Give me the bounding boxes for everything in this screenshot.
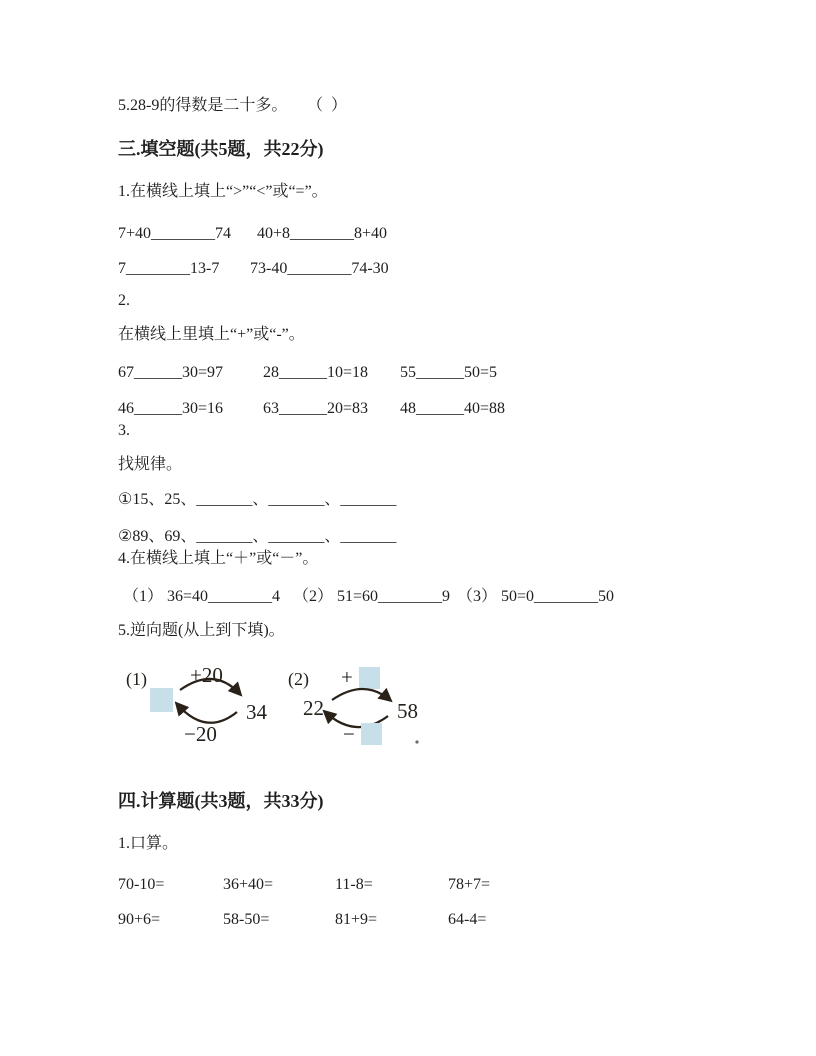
blank-expression: （3） 50=0________50 [457, 588, 615, 605]
diagram2-start-value: 22 [303, 696, 324, 720]
oral-calc-label: 1.口算。 [118, 835, 179, 852]
diagram1-plus-label: +20 [190, 663, 223, 687]
oral-expression: 78+7= [448, 876, 491, 893]
q2-number: 2. [118, 292, 130, 309]
q2-label: 在横线上里填上“+”或“-”。 [118, 326, 305, 343]
stray-dot [415, 740, 418, 743]
blank-expression: 48______40=88 [400, 400, 506, 417]
judgement-text: 5.28-9的得数是二十多。 [118, 97, 288, 114]
q1-label: 1.在横线上填上“>”“<”或“=”。 [118, 183, 328, 200]
q3-sequence-2: ②89、69、_______、_______、_______ [118, 528, 397, 545]
q4-label: 4.在横线上填上“＋”或“－”。 [118, 550, 319, 567]
section3-heading: 三.填空题(共5题，共22分) [118, 139, 324, 159]
diagram1-blank-square [150, 688, 173, 712]
oral-expression: 90+6= [118, 911, 161, 928]
oral-expression: 64-4= [448, 911, 487, 928]
diagram2-result: 58 [397, 699, 418, 723]
oral-calc-row-2 [118, 910, 487, 1030]
diagram2-minus-sign: − [343, 722, 355, 746]
blank-expression: 73-40________74-30 [250, 260, 389, 277]
q3-label: 找规律。 [118, 456, 183, 473]
diagram1-minus-label: −20 [184, 722, 217, 746]
blank-expression: 7+40________74 [118, 225, 232, 242]
blank-expression: 55______50=5 [400, 364, 498, 381]
section4-heading: 四.计算题(共3题，共33分) [118, 791, 324, 811]
oral-expression: 11-8= [335, 876, 373, 893]
blank-expression: 67______30=97 [118, 364, 224, 381]
blank-expression: 28______10=18 [263, 364, 369, 381]
oral-expression: 81+9= [335, 911, 378, 928]
q3-sequence-1: ①15、25、_______、_______、_______ [118, 491, 397, 508]
q3-number: 3. [118, 422, 130, 439]
oral-expression: 36+40= [223, 876, 274, 893]
diagram1-label: (1) [126, 669, 147, 689]
blank-expression: 46______30=16 [118, 400, 224, 417]
blank-expression: （1） 36=40________4 [123, 588, 281, 605]
blank-expression: 40+8________8+40 [257, 225, 388, 242]
oral-expression: 70-10= [118, 876, 165, 893]
diagram2-bottom-blank-square [361, 723, 382, 745]
oral-expression: 58-50= [223, 911, 270, 928]
diagram2-top-blank-square [359, 667, 380, 689]
diagram1-backward-arrow [177, 704, 237, 723]
diagram2-label: (2) [288, 669, 309, 689]
q5-label: 5.逆向题(从上到下填)。 [118, 622, 285, 639]
answer-bracket: （ ） [307, 97, 348, 114]
diagram1-result: 34 [246, 700, 267, 724]
blank-expression: （2） 51=60________9 [293, 588, 451, 605]
inverse-operation-diagram [118, 652, 438, 756]
diagram2-plus-sign: + [341, 665, 353, 689]
blank-expression: 63______20=83 [263, 400, 369, 417]
blank-expression: 7________13-7 [118, 260, 220, 277]
diagram2-forward-arrow [332, 689, 390, 700]
